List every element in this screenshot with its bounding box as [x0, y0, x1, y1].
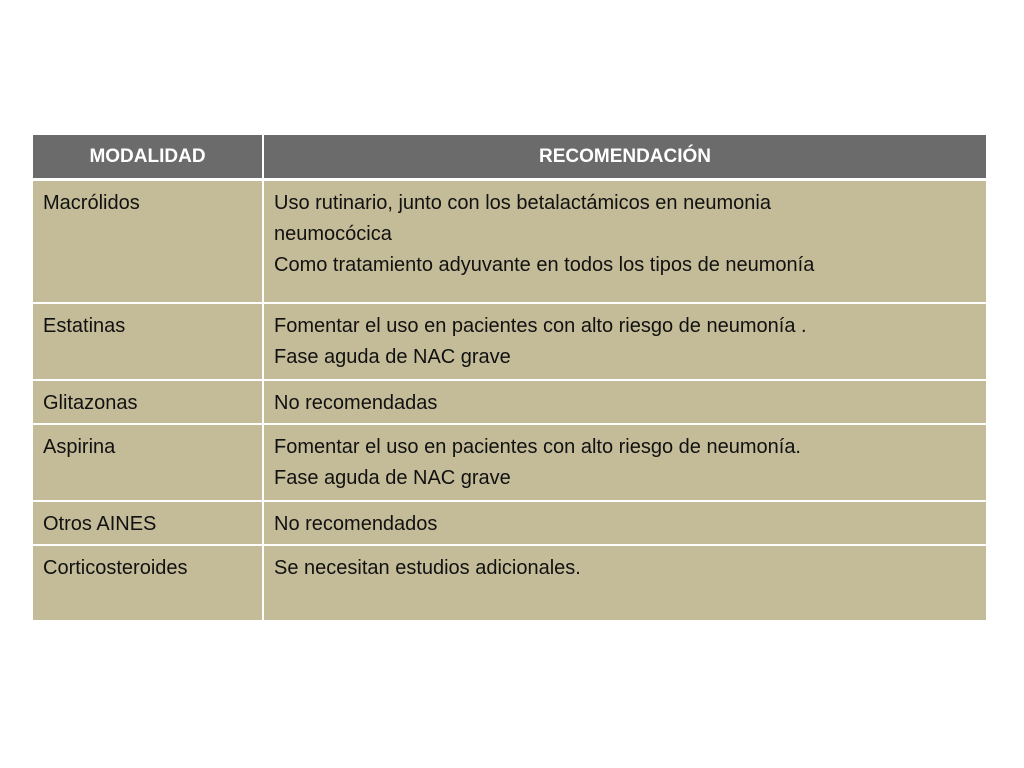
recomendacion-line: No recomendadas: [274, 392, 438, 414]
recomendacion-line: Fomentar el uso en pacientes con alto riesgo de neumonía.: [274, 436, 801, 458]
recomendacion-cell: [263, 501, 986, 545]
recomendacion-cell: [263, 380, 986, 424]
modalidad-cell: Glitazonas: [33, 380, 263, 424]
modalidad-cell: Aspirina: [33, 424, 263, 501]
modalidad-cell: Estatinas: [33, 303, 263, 380]
header-modalidad: MODALIDAD: [33, 135, 263, 180]
modalidad-cell: Macrólidos: [33, 180, 263, 304]
table-row: [33, 380, 986, 424]
recomendacion-line: Fase aguda de NAC grave: [274, 346, 511, 368]
recommendation-table-container: [33, 135, 986, 622]
recomendacion-cell: [263, 545, 986, 621]
header-row: [33, 135, 986, 180]
recomendacion-cell: [263, 303, 986, 380]
recomendacion-cell: [263, 180, 986, 304]
recomendacion-line: Como tratamiento adyuvante en todos los tipos de neumonía: [274, 254, 815, 276]
table-row: [33, 424, 986, 501]
table-row: [33, 180, 986, 304]
table-row: [33, 545, 986, 621]
recomendacion-cell: [263, 424, 986, 501]
recomendacion-line: Fomentar el uso en pacientes con alto riesgo de neumonía .: [274, 315, 807, 337]
header-recomendacion: RECOMENDACIÓN: [263, 135, 986, 180]
table-row: [33, 501, 986, 545]
recomendacion-line: No recomendados: [274, 513, 438, 535]
recomendacion-line: neumocócica: [274, 223, 392, 245]
modalidad-cell: Corticosteroides: [33, 545, 263, 621]
table-row: [33, 303, 986, 380]
recomendacion-line: Uso rutinario, junto con los betalactámicos en neumonia: [274, 192, 771, 214]
recommendation-table: [33, 135, 986, 622]
recomendacion-line: Se necesitan estudios adicionales.: [274, 557, 581, 579]
recomendacion-line: Fase aguda de NAC grave: [274, 467, 511, 489]
modalidad-cell: Otros AINES: [33, 501, 263, 545]
